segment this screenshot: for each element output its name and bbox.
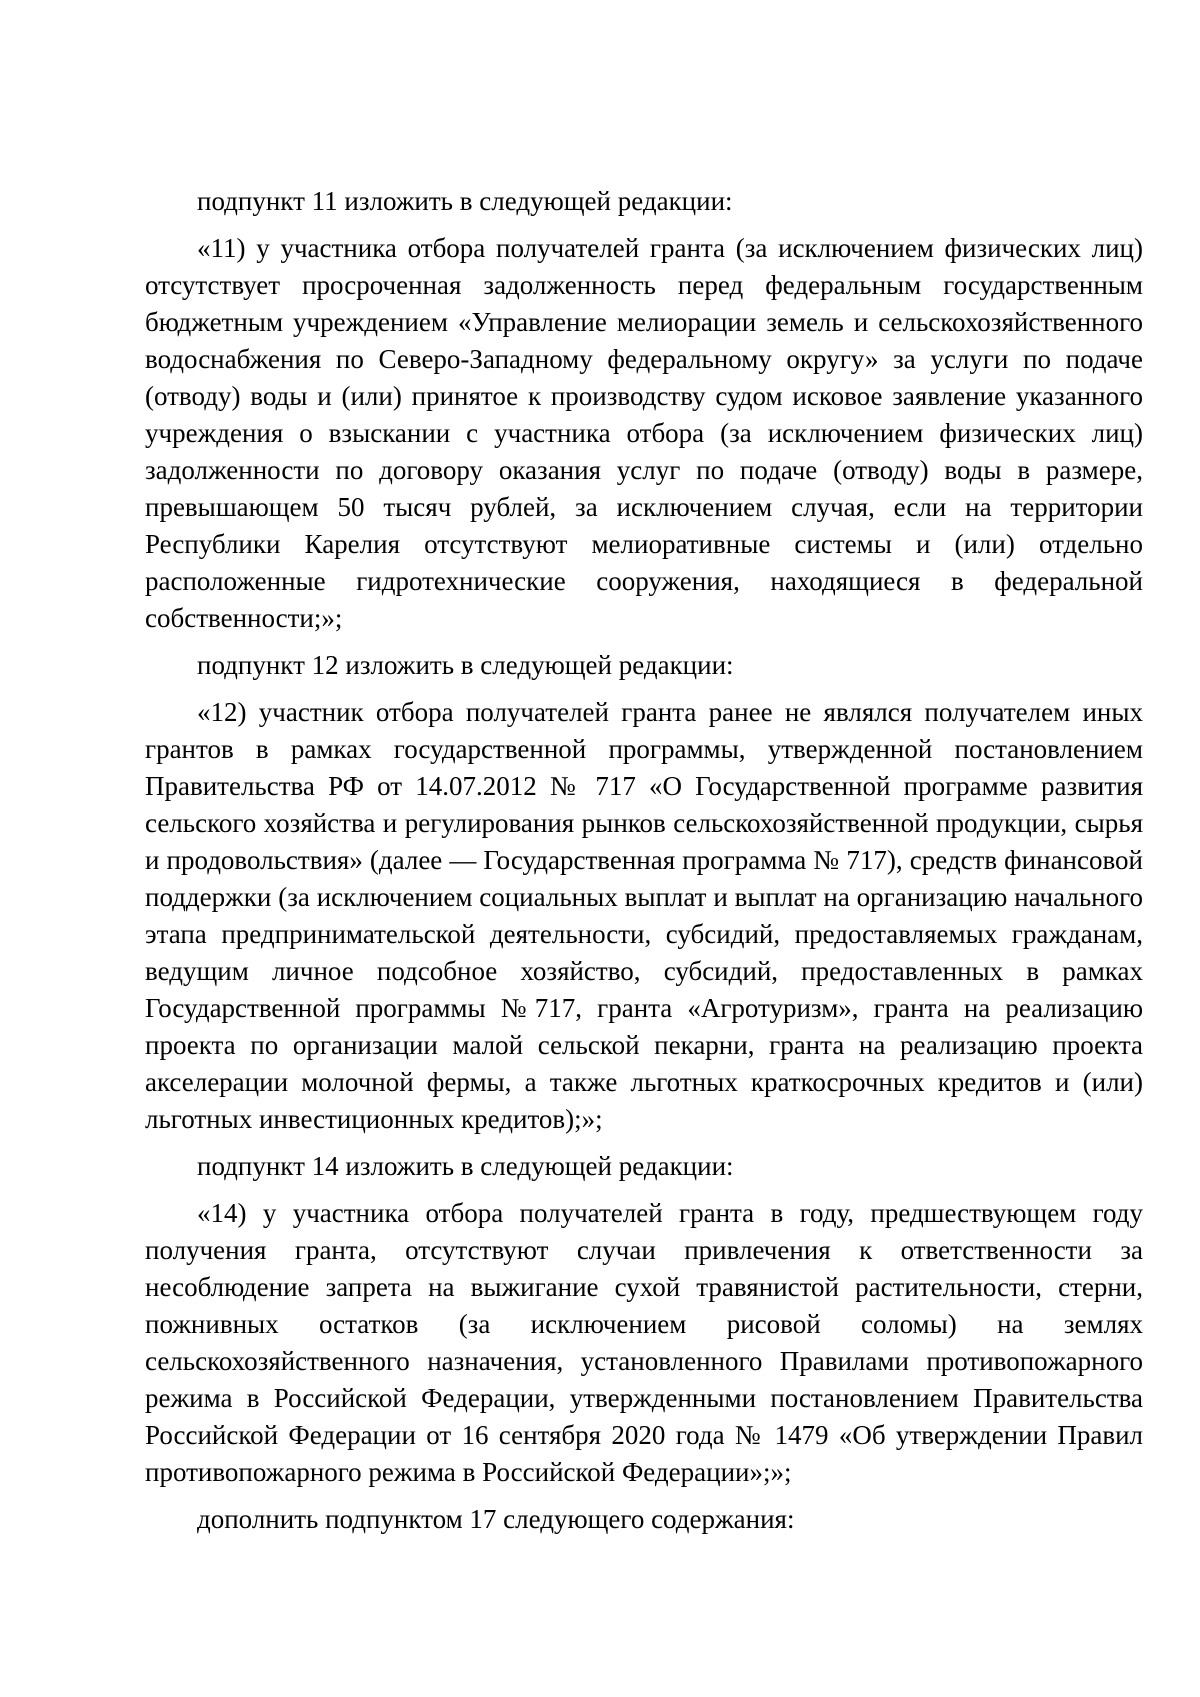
document-body	[145, 183, 1143, 1548]
paragraph-subclause-14-intro: подпункт 14 изложить в следующей редакции:	[197, 1151, 734, 1181]
paragraph-subclause-17-intro: дополнить подпунктом 17 следующего содержания:	[197, 1504, 795, 1534]
paragraph-subclause-11-intro: подпункт 11 изложить в следующей редакции:	[197, 186, 733, 216]
paragraph-subclause-14-text: «14) у участника отбора получателей гранта в году, предшествующем году получения гранта, отсутствуют случаи привлечения к ответственности за несоблюдение запрета на выжигание сухой травянистой растительности, стерни, пожнивных остатков (за исключением рисовой соломы) на землях сельскохозяйственного назначения, установленного Правилами противопожарного режима в Российской Федерации, утвержденными постановлением Правительства Российской Федерации от 16 сентября 2020 года № 1479 «Об утверждении Правил противопожарного режима в Российской Федерации»;»;	[145, 1198, 1143, 1487]
paragraph-subclause-12-text: «12) участник отбора получателей гранта ранее не являлся получателем иных грантов в рамках государственной программы, утвержденной постановлением Правительства РФ от 14.07.2012 № 717 «О Государственной программе развития сельского хозяйства и регулирования рынков сельскохозяйственной продукции, сырья и продовольствия» (далее — Государственная программа № 717), средств финансовой поддержки (за исключением социальных выплат и выплат на организацию начального этапа предпринимательской деятельности, субсидий, предоставляемых гражданам, ведущим личное подсобное хозяйство, субсидий, предоставленных в рамках Государственной программы №717, гранта «Агротуризм», гранта на реализацию проекта по организации малой сельской пекарни, гранта на реализацию проекта акселерации молочной фермы, а также льготных краткосрочных кредитов и (или) льготных инвестиционных кредитов);»;	[145, 697, 1143, 1134]
paragraph-subclause-12-intro: подпункт 12 изложить в следующей редакции:	[197, 650, 734, 680]
paragraph-subclause-11-text: «11) у участника отбора получателей гранта (за исключением физических лиц) отсутствует просроченная задолженность перед федеральным государственным бюджетным учреждением «Управление мелиорации земель и сельскохозяйственного водоснабжения по Северо-Западному федеральному округу» за услуги по подаче (отводу) воды и (или) принятое к производству судом исковое заявление указанного учреждения о взыскании с участника отбора (за исключением физических лиц) задолженности по договору оказания услуг по подаче (отводу) воды в размере, превышающем 50 тысяч рублей, за исключением случая, если на территории Республики Карелия отсутствуют мелиоративные системы и (или) отдельно расположенные гидротехнические сооружения, находящиеся в федеральной собственности;»;	[145, 233, 1143, 633]
